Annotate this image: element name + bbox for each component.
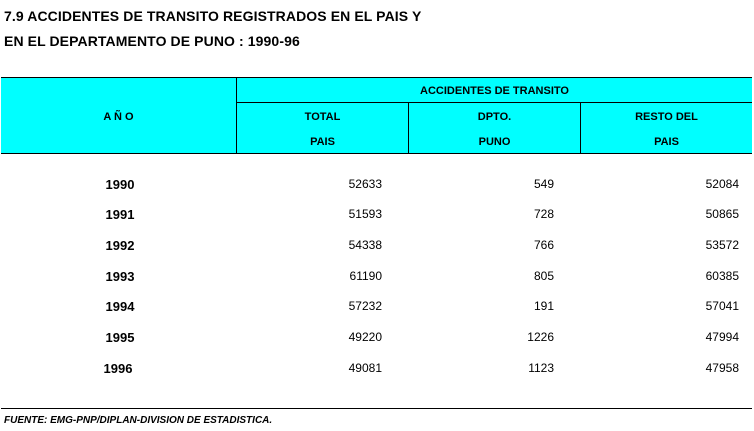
row-total-pais: 49081 [348,361,382,375]
row-dpto-puno: 1123 [528,361,554,375]
table-header [1,77,752,154]
row-total-pais: 54338 [348,238,382,252]
header-total-pais-line1: TOTAL [304,111,341,123]
header-resto-pais-line2: PAIS [654,136,679,148]
row-dpto-puno: 191 [533,299,554,313]
row-dpto-puno: 766 [533,238,554,252]
row-year: 1996 [103,361,133,376]
table-title-line-1: 7.9 ACCIDENTES DE TRANSITO REGISTRADOS EN EL PAIS Y [4,8,422,24]
row-resto-pais: 60385 [705,269,739,283]
row-year: 1990 [105,177,135,192]
header-group-divider [236,102,752,103]
row-year: 1992 [105,238,135,253]
table-row [0,269,754,289]
row-dpto-puno: 728 [533,207,554,221]
row-dpto-puno: 805 [533,269,554,283]
row-resto-pais: 50865 [705,207,739,221]
row-resto-pais: 47958 [705,361,739,375]
table-row [0,177,754,197]
row-total-pais: 61190 [349,269,382,283]
row-resto-pais: 57041 [705,299,739,313]
row-year: 1993 [105,269,135,284]
row-resto-pais: 53572 [705,238,739,252]
source-note: FUENTE: EMG-PNP/DIPLAN-DIVISION DE ESTADISTICA. [4,415,273,426]
header-group-accidentes: ACCIDENTES DE TRANSITO [420,85,569,97]
row-total-pais: 52633 [348,177,382,191]
table-title-line-2: EN EL DEPARTAMENTO DE PUNO : 1990-96 [4,33,300,49]
row-total-pais: 57232 [348,299,382,313]
row-total-pais: 51593 [348,207,382,221]
row-resto-pais: 47994 [705,330,739,344]
row-total-pais: 49220 [348,330,382,344]
row-year: 1995 [105,330,135,345]
table-row [0,330,754,350]
row-year: 1994 [105,299,135,314]
row-year: 1991 [105,207,135,222]
row-resto-pais: 52084 [705,177,739,191]
table-row [0,299,754,319]
row-dpto-puno: 549 [533,177,554,191]
table-row [0,361,754,381]
table-row [0,238,754,258]
footer-divider [1,408,752,409]
header-year: A Ñ O [103,111,134,123]
header-dpto-puno-line1: DPTO. [477,111,512,123]
header-resto-pais-line1: RESTO DEL [635,111,698,123]
table-row [0,207,754,227]
header-dpto-puno-line2: PUNO [478,136,511,148]
header-total-pais-line2: PAIS [310,136,335,148]
row-dpto-puno: 1226 [527,330,554,344]
